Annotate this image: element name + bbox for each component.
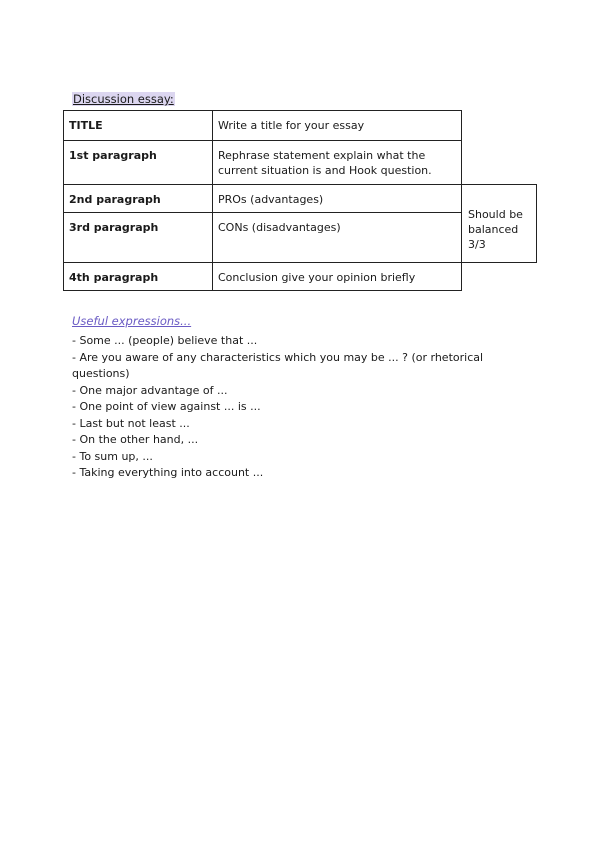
table-row-p4-label: 4th paragraph <box>63 262 213 291</box>
useful-expressions-title: Useful expressions... <box>72 314 192 328</box>
table-row-p2-label: 2nd paragraph <box>63 184 213 213</box>
table-side-note: Should be balanced 3/3 <box>461 184 537 263</box>
table-row-p1-content: Rephrase statement explain what the current situation is and Hook question. <box>212 140 462 185</box>
list-item: - Last but not least ... <box>72 416 190 430</box>
list-item: - To sum up, ... <box>72 449 153 463</box>
list-item: - On the other hand, ... <box>72 433 199 446</box>
page-heading: Discussion essay: <box>73 92 174 106</box>
essay-plan-table <box>0 0 600 300</box>
table-row-title-label: TITLE <box>63 110 213 141</box>
list-item: - Taking everything into account ... <box>72 466 264 479</box>
table-row-p2-content: PROs (advantages) <box>212 184 462 213</box>
list-item: - Are you aware of any characteristics which you may be ... ? (or rhetorical questions) <box>72 350 484 380</box>
table-row-title-content: Write a title for your essay <box>212 110 462 141</box>
list-item: - One major advantage of ... <box>72 383 228 397</box>
table-row-p4-content: Conclusion give your opinion briefly <box>212 262 462 291</box>
table-row-p1-label: 1st paragraph <box>63 140 213 185</box>
expressions-list <box>72 333 492 482</box>
list-item: - Some ... (people) believe that ... <box>72 334 258 347</box>
table-row-p3-content: CONs (disadvantages) <box>212 212 462 263</box>
list-item: - One point of view against ... is ... <box>72 400 261 413</box>
table-row-p3-label: 3rd paragraph <box>63 212 213 263</box>
